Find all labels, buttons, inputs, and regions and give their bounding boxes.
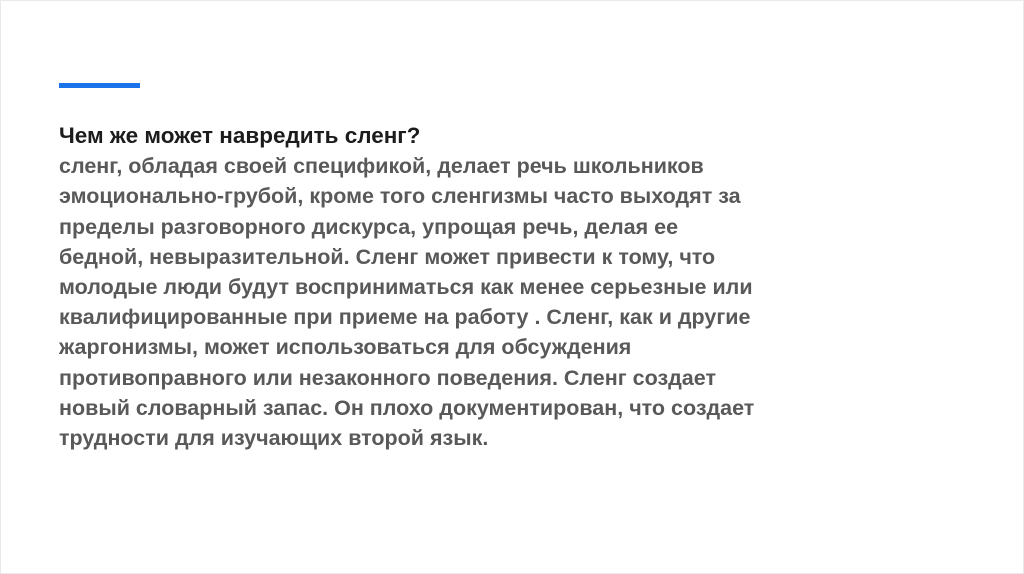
body-line-1: сленг, обладая своей спецификой, делает речь школьников <box>59 154 704 179</box>
accent-bar <box>59 83 140 88</box>
body-line-4: бедной, невыразительной. Сленг может привести к тому, что <box>59 244 716 269</box>
body-line-8: противоправного или незаконного поведения. Сленг создает <box>59 365 716 390</box>
body-line-5: молодые люди будут восприниматься как менее серьезные или <box>59 275 753 300</box>
body-line-10: трудности для изучающих второй язык. <box>59 426 489 451</box>
body-line-6: квалифицированные при приеме на работу . Сленг, как и другие <box>59 305 751 330</box>
slide-content <box>59 121 919 453</box>
slide-heading: Чем же может навредить сленг? <box>59 123 421 148</box>
body-line-3: пределы разговорного дискурса, упрощая речь, делая ее <box>59 214 679 239</box>
body-line-9: новый словарный запас. Он плохо документирован, что создает <box>59 395 755 420</box>
body-line-7: жаргонизмы, может использоваться для обсуждения <box>59 335 632 360</box>
body-line-2: эмоционально-грубой, кроме того сленгизмы часто выходят за <box>59 184 741 209</box>
